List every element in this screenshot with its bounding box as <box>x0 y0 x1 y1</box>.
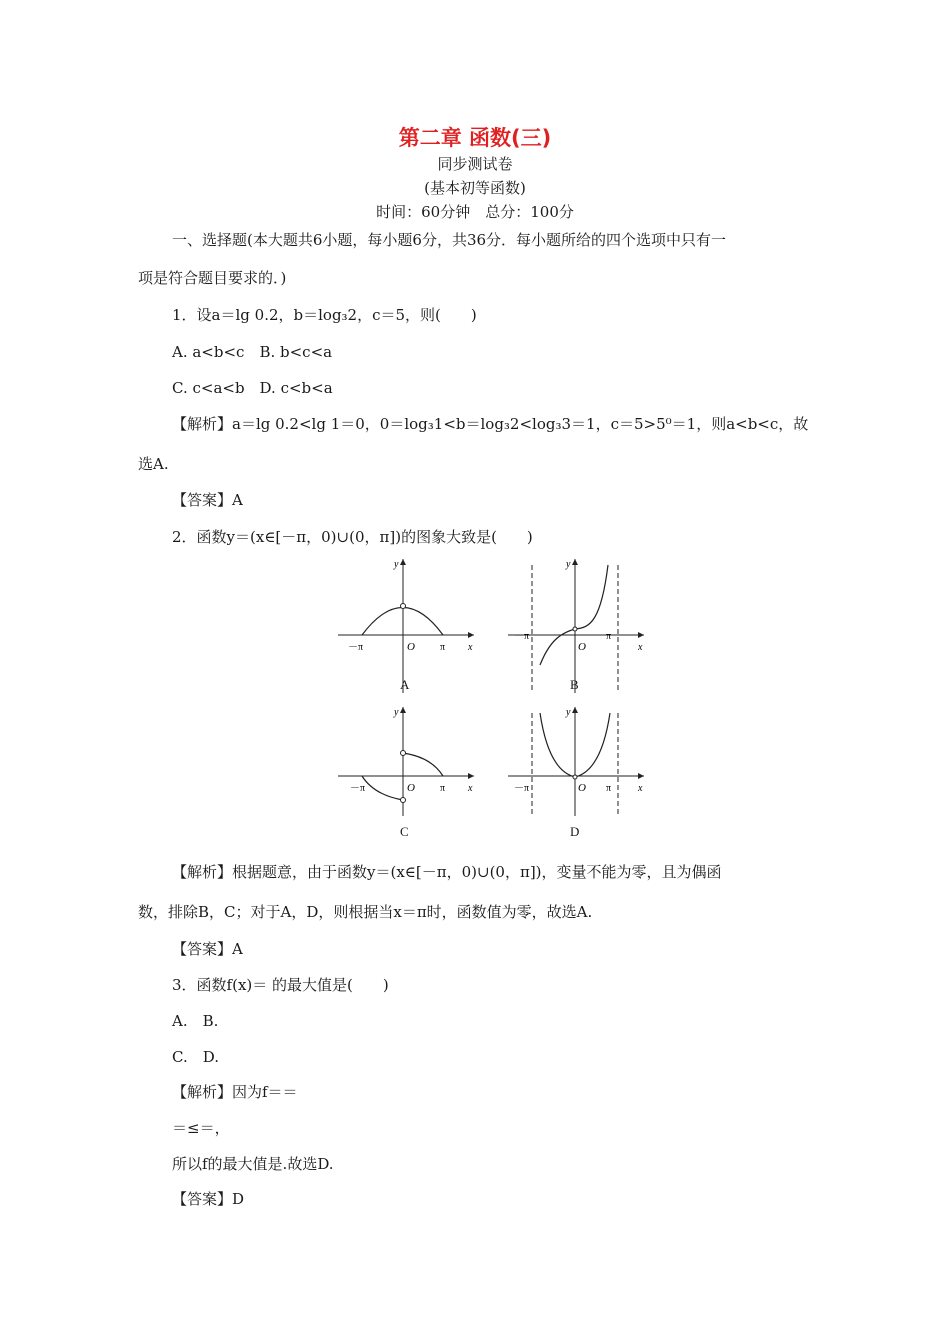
time-info: 时间：60分钟 总分：100分 <box>376 203 574 221</box>
graph-d-x-label: x <box>638 783 643 794</box>
graph-a-origin: O <box>407 641 415 653</box>
graph-c-y-label: y <box>394 707 399 718</box>
q1-options-ab: A. a<b<c B. b<c<a <box>172 343 333 361</box>
q2-stem: 2．函数y＝(x∈[－π，0)∪(0，π])的图象大致是( ) <box>172 528 533 546</box>
graph-d-neg-pi: －π <box>514 783 530 794</box>
graph-b-pi: π <box>606 631 612 642</box>
page-title: 第二章 函数(三) <box>398 126 552 150</box>
q1-stem: 1．设a＝lg 0.2，b＝log₃2，c＝5，则( ) <box>172 306 477 324</box>
section-instructions-cont: 项是符合题目要求的．) <box>138 269 287 287</box>
graph-d <box>506 703 646 818</box>
q3-analysis-cont: ＝≤＝， <box>172 1119 230 1137</box>
graph-c-pi: π <box>440 783 446 794</box>
graph-d-origin: O <box>578 782 586 794</box>
graph-b-x-label: x <box>638 642 643 653</box>
q1-analysis-cont: 选A. <box>138 455 169 473</box>
q1-options-cd: C. c<a<b D. c<b<a <box>172 379 333 397</box>
graph-c-label: C <box>400 824 409 839</box>
graph-b-y-label: y <box>566 559 571 570</box>
q2-analysis: 【解析】根据题意，由于函数y＝(x∈[－π，0)∪(0，π])，变量不能为零，且为偶函 <box>172 863 722 881</box>
q3-options-ab: A. B. <box>172 1012 219 1030</box>
q3-analysis: 【解析】因为f＝＝ <box>172 1083 298 1101</box>
graph-a-neg-pi: －π <box>348 642 364 653</box>
graph-c-neg-pi: －π <box>350 783 366 794</box>
q3-answer: 【答案】D <box>172 1190 245 1208</box>
q3-analysis-conclusion: 所以f的最大值是.故选D. <box>172 1155 334 1173</box>
page-subtitle-2: (基本初等函数) <box>424 179 526 197</box>
q2-analysis-cont: 数，排除B，C；对于A，D，则根据当x＝π时，函数值为零，故选A. <box>138 903 593 921</box>
graph-c-x-label: x <box>468 783 473 794</box>
graph-a-pi: π <box>440 642 446 653</box>
graph-b-label: B <box>570 677 579 692</box>
graph-c-origin: O <box>407 782 415 794</box>
graph-d-pi: π <box>606 783 612 794</box>
q3-stem: 3．函数f(x)＝ 的最大值是( ) <box>172 976 389 994</box>
graph-d-label: D <box>570 824 580 839</box>
q3-options-cd: C. D. <box>172 1048 219 1066</box>
q1-analysis: 【解析】a＝lg 0.2<lg 1＝0，0＝log₃1<b＝log₃2<log₃3＝1，c＝5>5⁰＝1，则a<b<c，故 <box>172 415 809 433</box>
graph-a-y-label: y <box>394 559 399 570</box>
q2-answer: 【答案】A <box>172 940 243 958</box>
graph-a <box>336 555 476 695</box>
graph-b-neg-pi: －π <box>514 631 530 642</box>
page-subtitle: 同步测试卷 <box>437 155 513 173</box>
graph-c <box>336 703 476 818</box>
q1-answer: 【答案】A <box>172 491 243 509</box>
graph-b-origin: O <box>578 641 586 653</box>
section-instructions: 一、选择题(本大题共6小题，每小题6分，共36分．每小题所给的四个选项中只有一 <box>172 231 727 249</box>
graph-d-y-label: y <box>566 707 571 718</box>
graph-b <box>506 555 646 695</box>
graph-a-label: A <box>400 677 410 692</box>
graph-a-x-label: x <box>468 642 473 653</box>
